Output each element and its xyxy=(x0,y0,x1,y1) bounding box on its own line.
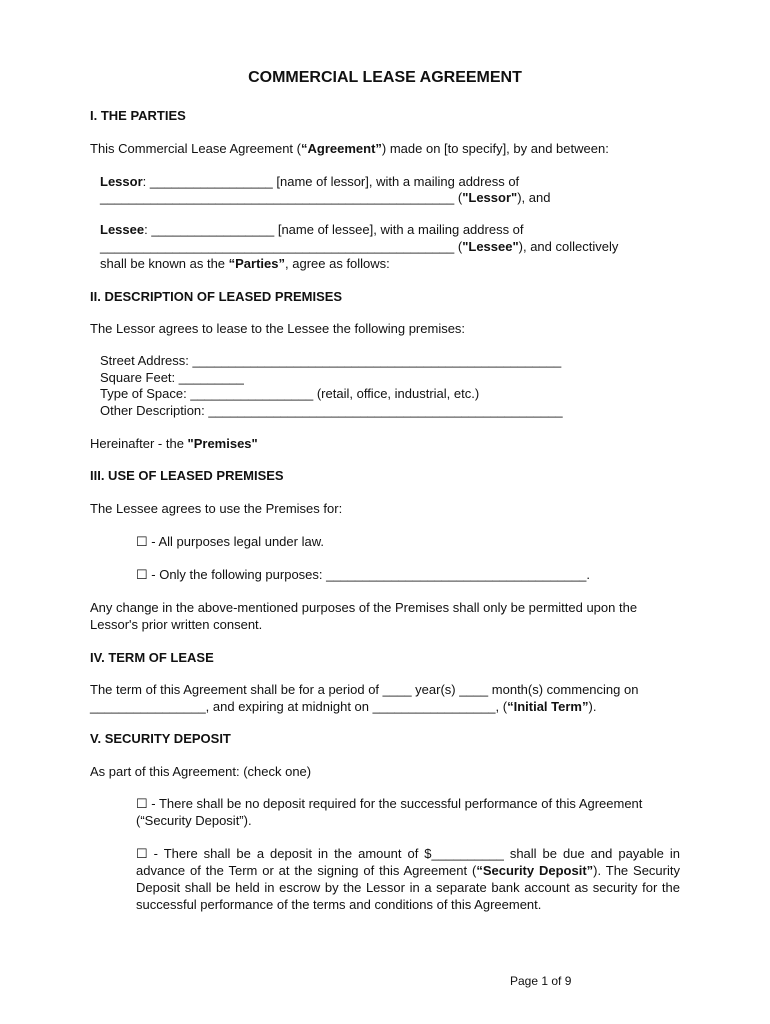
section-parties-heading: I. THE PARTIES xyxy=(90,108,186,123)
use-intro: The Lessee agrees to use the Premises for: xyxy=(90,501,343,516)
lessee-line-1 xyxy=(100,221,680,238)
initial-term-defined: “Initial Term” xyxy=(507,699,589,714)
use-change-note: Any change in the above-mentioned purposes of the Premises shall only be permitted upon the Lessor's prior written consent. xyxy=(90,600,638,632)
section-deposit-heading: V. SECURITY DEPOSIT xyxy=(90,731,231,746)
parties-defined-term: “Parties” xyxy=(228,256,286,271)
premises-intro: The Lessor agrees to lease to the Lessee the following premises: xyxy=(90,321,466,336)
section-premises-heading: II. DESCRIPTION OF LEASED PREMISES xyxy=(90,289,343,304)
parties-known-as: shall be known as the xyxy=(100,256,229,271)
lessee-line-2 xyxy=(100,238,680,255)
deposit-amount-text: ☐ - There shall be a deposit in the amount of $__________ shall be due and payable in advance of the Term or at the signing of this Agreement ( xyxy=(136,846,680,878)
section-use-heading: III. USE OF LEASED PREMISES xyxy=(90,468,284,483)
hereinafter-text: Hereinafter - the xyxy=(90,436,188,451)
parties-intro xyxy=(90,140,680,157)
lessee-label: Lessee xyxy=(100,222,145,237)
lessor-line-2-tail: ), and xyxy=(517,190,551,205)
lessee-address-blank: _________________________________________________ ( xyxy=(100,239,463,254)
agreement-term: “Agreement” xyxy=(300,141,382,156)
term-text-tail: ). xyxy=(588,699,597,714)
lessee-line-1-text: : _________________ [name of lessee], with a mailing address of xyxy=(144,222,524,237)
premises-hereinafter xyxy=(90,435,680,452)
deposit-escrow-text: ). The Security Deposit shall be held in escrow by the Lessor in a separate bank account as security for the successful performance of the terms and conditions of this Agreement. xyxy=(136,863,680,912)
section-term-heading: IV. TERM OF LEASE xyxy=(90,650,214,665)
use-option-all-purposes: ☐ - All purposes legal under law. xyxy=(136,534,324,549)
deposit-intro: As part of this Agreement: (check one) xyxy=(90,764,312,779)
document-title: COMMERCIAL LEASE AGREEMENT xyxy=(248,69,522,86)
lessor-line-2 xyxy=(100,189,680,206)
street-address-field: Street Address: ___________________________________________________ xyxy=(100,353,562,368)
lessee-defined-term: "Lessee" xyxy=(462,239,519,254)
deposit-option-amount xyxy=(136,845,680,913)
lessor-address-blank: _________________________________________________ ( xyxy=(100,190,463,205)
document-page xyxy=(90,0,680,1024)
square-feet-field: Square Feet: _________ xyxy=(100,370,244,385)
parties-intro-text: This Commercial Lease Agreement ( xyxy=(90,141,301,156)
lessor-line-1 xyxy=(100,173,680,190)
lessee-line-3 xyxy=(100,255,680,272)
lessor-line-1-text: : _________________ [name of lessor], with a mailing address of xyxy=(142,174,520,189)
term-text xyxy=(90,681,680,715)
premises-defined-term: "Premises" xyxy=(187,436,258,451)
lessor-defined-term: "Lessor" xyxy=(462,190,518,205)
parties-intro-tail: ) made on [to specify], by and between: xyxy=(381,141,609,156)
lessor-label: Lessor xyxy=(100,174,143,189)
other-description-field: Other Description: _________________________________________________ xyxy=(100,403,563,418)
parties-agree-text: , agree as follows: xyxy=(285,256,390,271)
term-text-body: The term of this Agreement shall be for a period of ____ year(s) ____ month(s) commencing on ________________, and expiring at midnight on _________________, ( xyxy=(90,682,639,714)
deposit-option-none: ☐ - There shall be no deposit required for the successful performance of this Agreement (“Security Deposit”). xyxy=(136,796,643,828)
lessee-line-2-tail: ), and collectively xyxy=(518,239,619,254)
page-number: Page 1 of 9 xyxy=(510,974,572,988)
security-deposit-defined: “Security Deposit” xyxy=(476,863,594,878)
type-of-space-field: Type of Space: _________________ (retail, office, industrial, etc.) xyxy=(100,386,480,401)
use-option-following-purposes: ☐ - Only the following purposes: ____________________________________. xyxy=(136,567,591,582)
